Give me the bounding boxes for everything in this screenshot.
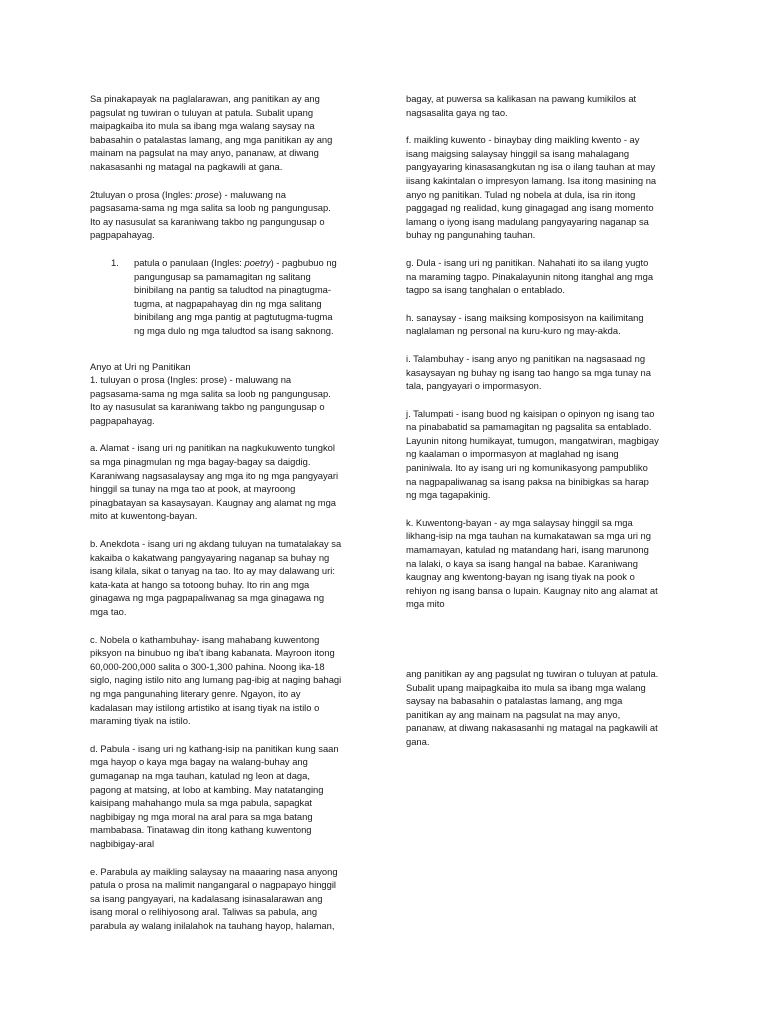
talambuhay-paragraph: i. Talambuhay - isang anyo ng panitikan na nagsasaad ng kasaysayan ng buhay ng isang tao hango sa mga tunay na tala, pangyayari o impormasyon. <box>406 352 651 392</box>
tuluyan-term: prose <box>195 188 219 200</box>
right-column <box>406 92 684 763</box>
patula-list-item <box>90 256 362 338</box>
list-number: 1. <box>111 256 119 268</box>
patula-rest: ) - pagbubuo ng pangungusap sa pamamagitan ng salitang binibilang na pantig sa taludtod na pinagtugma- tugma, at nagpapahayag din ng mga salitang binibilang ang mga pantig at pagtutugma-tugma ng mga dulo ng mga taludtod sa isang saknong. <box>134 256 337 336</box>
dula-paragraph: g. Dula - isang uri ng panitikan. Nahahati ito sa ilang yugto na maraming tagpo. Pinakalayunin nitong itanghal ang mga tagpo sa isang tanghalan o entablado. <box>406 256 654 296</box>
tuluyan-rest: ) - maluwang na pagsasama-sama ng mga salita sa loob ng pangungusap. Ito ay nasusulat sa karaniwang takbo ng pangungusap o pagpapahayag. <box>90 188 331 241</box>
section-heading: Anyo at Uri ng Panitikan <box>90 360 191 372</box>
talumpati-paragraph: j. Talumpati - isang buod ng kaisipan o opinyon ng isang tao na pinababatid sa pamamagitan ng pagsalita sa entablado. Layunin nitong humikayat, tumugon, mangatwiran, magbigay ng kaalaman o impormasyon at maglahad ng isang paniniwala. Ito ay isang uri ng komunikasyong pampubliko na nagpapaliwanag sa isang paksa na binibigkas sa harap ng mga tagapakinig. <box>406 407 659 501</box>
sanaysay-paragraph: h. sanaysay - isang maiksing komposisyon na kailimitang naglalaman ng personal na kuru-kuro ng may-akda. <box>406 311 644 337</box>
anekdota-paragraph: b. Anekdota - isang uri ng akdang tuluyan na tumatalakay sa kakaiba o kakatwang pangyayaring naganap sa buhay ng isang kilala, sikat o tanyag na tao. Ito ay may dalawang uri: kata-kata at hango sa totoong buhay. Ito rin ang mga ginagawa ng mga pagpapaliwanag sa mga ginagawa ng mga tao. <box>90 538 342 617</box>
alamat-paragraph: a. Alamat - isang uri ng panitikan na nagkukuwento tungkol sa mga pinagmulan ng mga bagay-bagay sa daigdig. Karaniwang nagsasalaysay ang mga ito ng mga pangyayari hinggil sa tunay na mga tao at pook, at mayroong pinagbatayan sa kasaysayan. Kaugnay ang alamat ng mga mito at kuwentong-bayan. <box>90 442 339 522</box>
patula-term: poetry <box>244 256 271 268</box>
closing-paragraph: ang panitikan ay ang pagsulat ng tuwiran o tuluyan at patula. Subalit upang maipagkaiba ito mula sa ibang mga walang saysay na babasahin o patalastas lamang, ang mga panitikan ay ang mainam na pagsulat na may anyo, pananaw, at diwang nakasasanhi ng matagal na pagkawili at gana. <box>406 668 659 747</box>
intro-paragraph: Sa pinakapayak na paglalarawan, ang panitikan ay ang pagsulat ng tuwiran o tuluyan at patula. Subalit upang maipagkaiba ito mula sa ibang mga walang saysay na babasahin o patalastas lamang, ang mga panitikan ay ang mainam na pagsulat na may anyo, pananaw, at diwang nakasasanhi ng matagal na pagkawili at gana. <box>90 93 333 172</box>
tuluyan-prefix: 2tuluyan o prosa (Ingles: <box>90 188 196 200</box>
patula-prefix: patula o panulaan (Ingles: <box>134 256 245 268</box>
maikling-kuwento-paragraph: f. maikling kuwento - binaybay ding maikling kwento - ay isang maigsing salaysay hinggil sa isang mahalagang pangyayaring kinasasangkutan ng isa o ilang tauhan at may iisang kakintalan o impresyon lamang. Isa itong masining na anyo ng panitikan. Tulad ng nobela at dula, isa rin itong paggagad ng realidad, kung ginagagad ang isang momento lamang o iyong isang madulang pangyayaring naganap sa buhay ng pangunahing tauhan. <box>406 134 657 241</box>
parabula-paragraph: e. Parabula ay maikling salaysay na maaaring nasa anyong patula o prosa na malimit nangangaral o nagpapayo hinggil sa isang pangyayari, na kadalasang isinasalarawan ang isang moral o relihiyosong aral. Taliwas sa pabula, ang parabula ay walang inilalahok na tauhang hayop, halaman, <box>90 865 338 931</box>
tuluyan-paragraph <box>90 188 362 242</box>
nobela-paragraph: c. Nobela o kathambuhay- isang mahabang kuwentong piksyon na binubuo ng iba't ibang kabanata. Mayroon itong 60,000-200,000 salita o 300-1,300 pahina. Noong ika-18 siglo, naging istilo nito ang lumang pag-ibig at naging bahagi ng mga pangunahing literary genre. Ngayon, ito ay kadalasan may istilong artistiko at isang tiyak na istilo o maraming tiyak na istilo. <box>90 633 342 727</box>
pabula-paragraph: d. Pabula - isang uri ng kathang-isip na panitikan kung saan mga hayop o kaya mga bagay na walang-buhay ang gumaganap na mga tauhan, katulad ng leon at daga, pagong at matsing, at lobo at kambing. May natatanging kaisipang mahahango mula sa mga pabula, sapagkat nagbibigay ng mga moral na aral para sa mga batang mambabasa. Tinatawag din itong kathang kuwentong nagbibigay-aral <box>90 742 339 849</box>
parabula-continuation: bagay, at puwersa sa kalikasan na pawang kumikilos at nagsasalita gaya ng tao. <box>406 93 637 118</box>
kuwentong-bayan-paragraph: k. Kuwentong-bayan - ay mga salaysay hinggil sa mga likhang-isip na mga tauhan na kumakatawan sa mga uri ng mamamayan, katulad ng matandang hari, isang marunong na lalaki, o kaya sa isang hangal na babae. Karaniwang kaugnay ang kwentong-bayan ng isang tiyak na pook o rehiyon ng isang bansa o lupain. Kaugnay nito ang alamat at mga mito <box>406 516 658 610</box>
patula-text <box>134 256 362 338</box>
left-column <box>90 92 362 946</box>
tuluyan-definition: 1. tuluyan o prosa (Ingles: prose) - maluwang na pagsasama-sama ng mga salita sa loob ng pangungusap. Ito ay nasusulat sa karaniwang takbo ng pangungusap o pagpapahayag. <box>90 374 331 426</box>
